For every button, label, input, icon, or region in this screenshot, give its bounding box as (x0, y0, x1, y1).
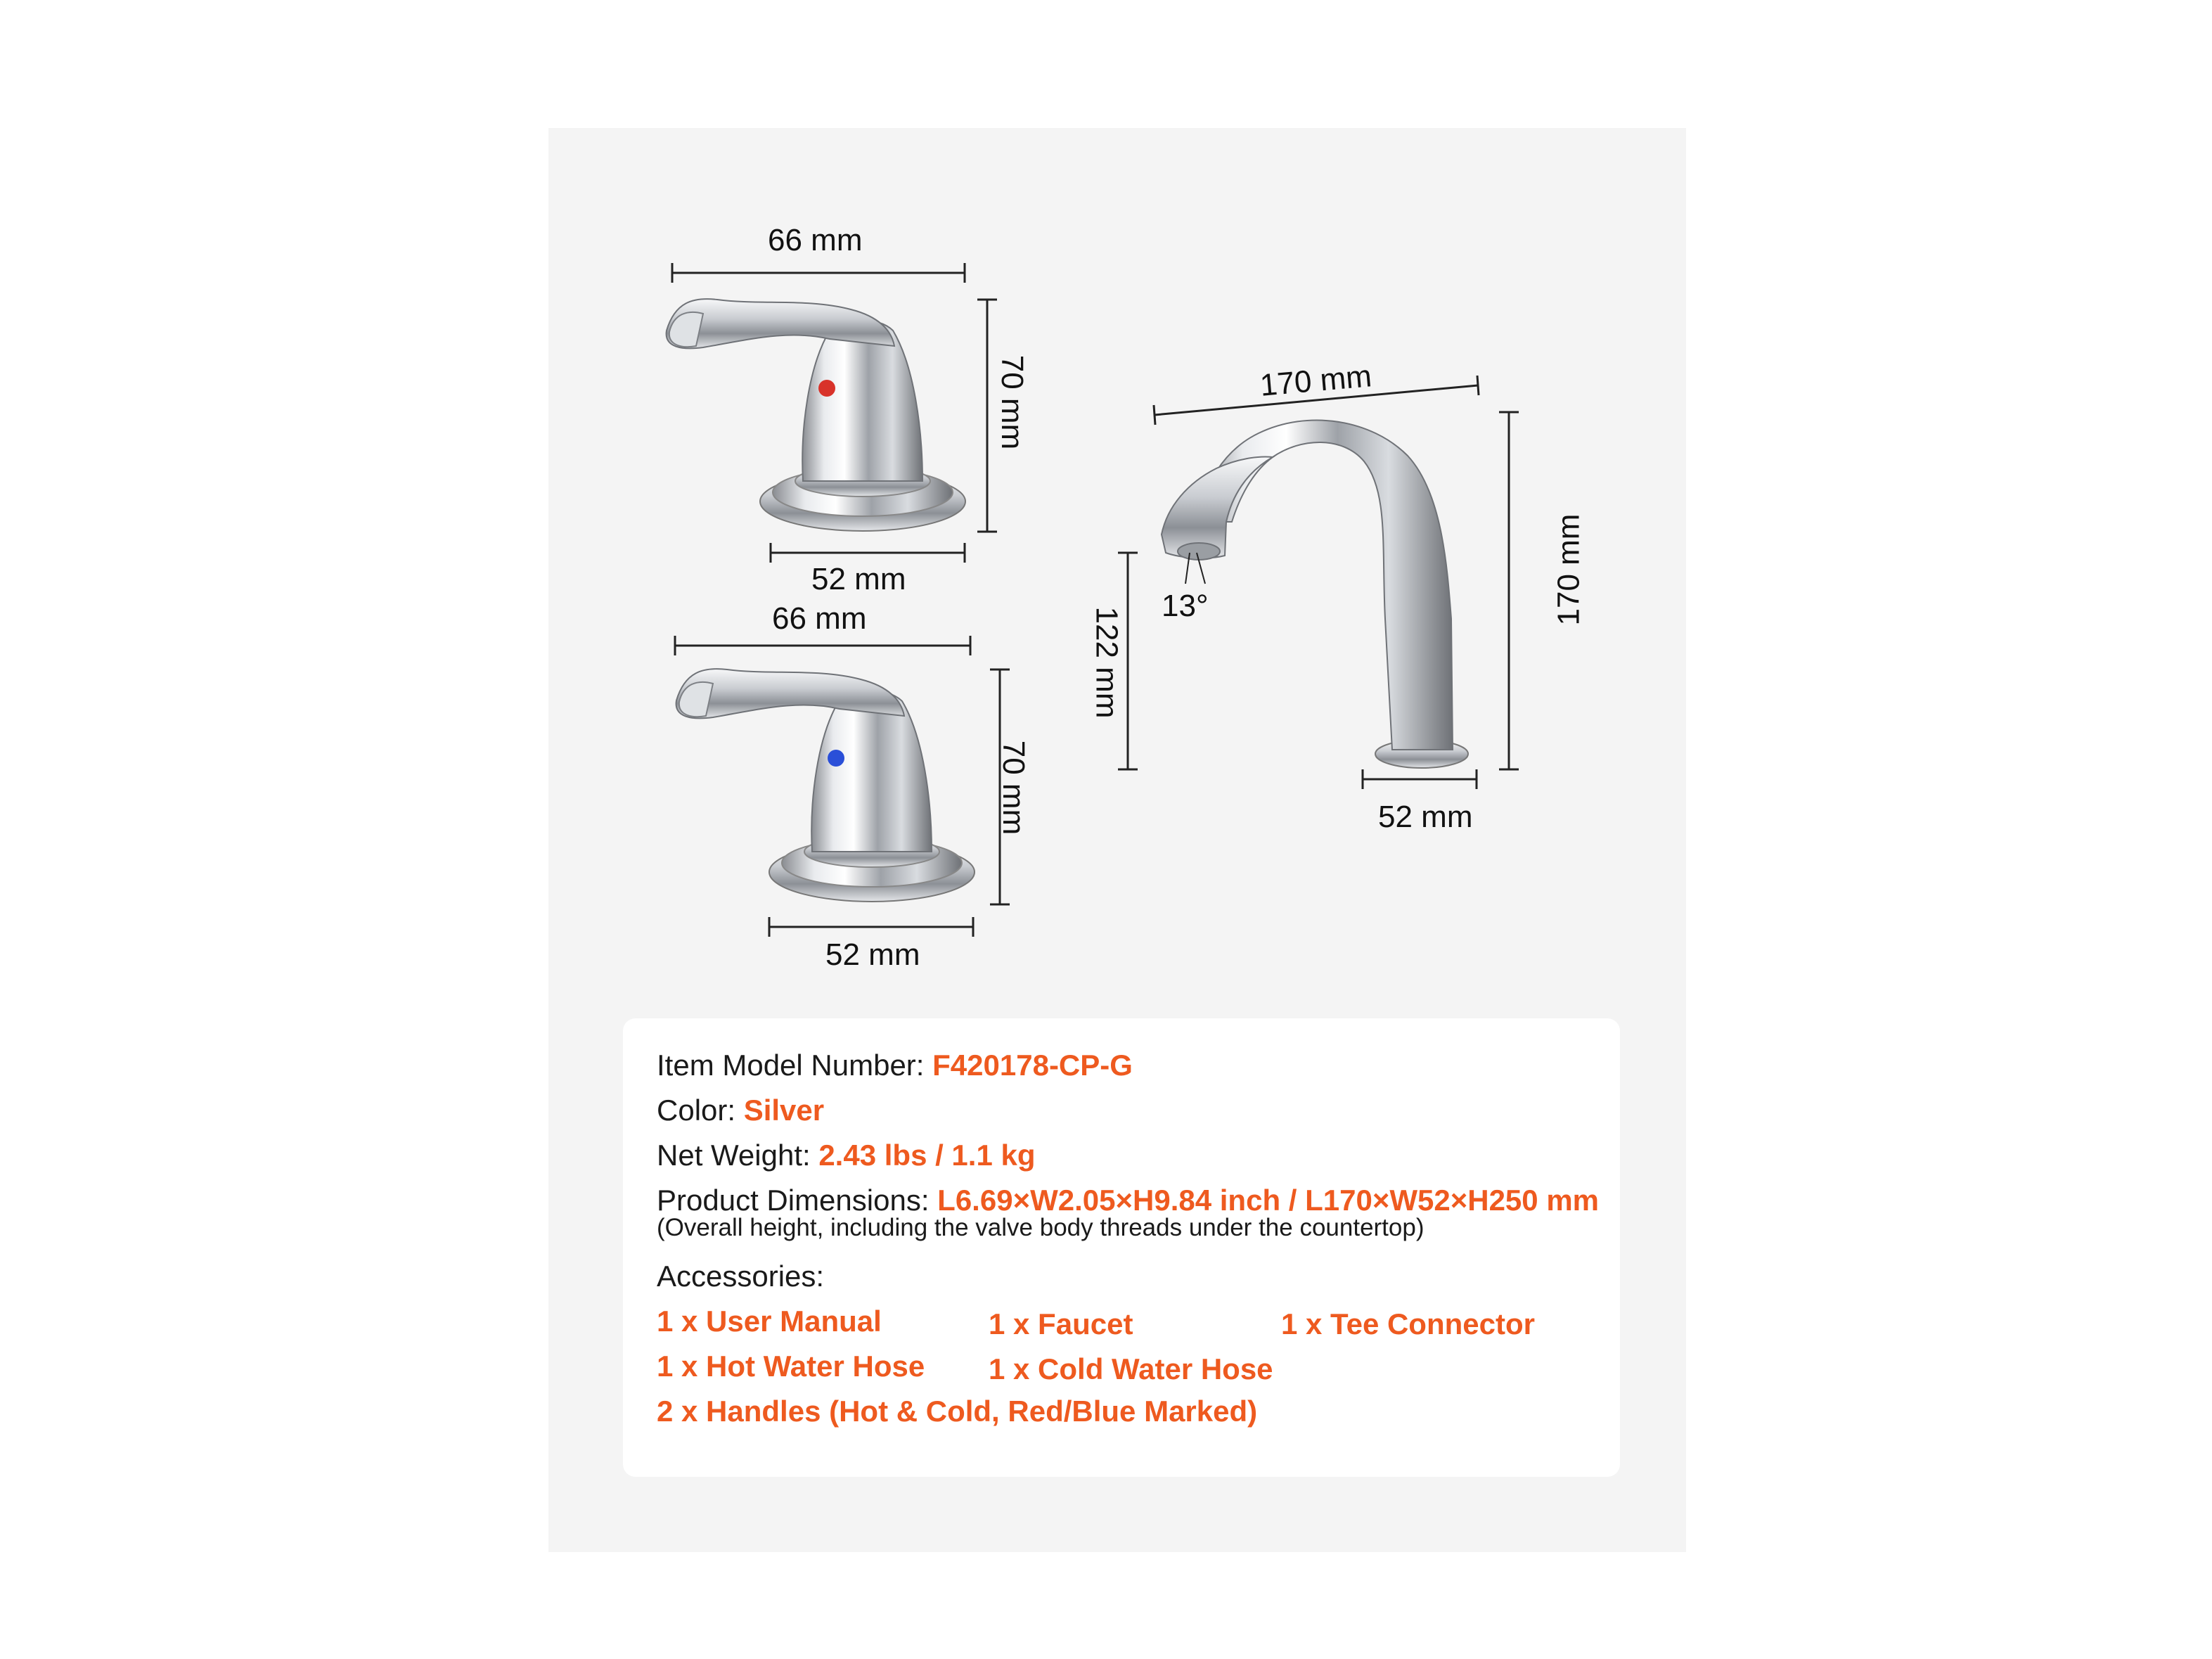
spout-height-label: 170 mm (1551, 513, 1586, 626)
product-dimensions-label: Product Dimensions: (657, 1184, 938, 1217)
product-dimensions-row (657, 1186, 1599, 1215)
cold-handle-height-label: 70 mm (996, 740, 1031, 835)
accessory-item: 1 x Tee Connector (1281, 1307, 1535, 1340)
cold-marker (828, 750, 844, 767)
cold-handle-width-label: 66 mm (772, 601, 867, 636)
color-label: Color: (657, 1094, 744, 1127)
accessory-item: 1 x Hot Water Hose (657, 1350, 925, 1383)
hot-handle-width-label: 66 mm (768, 223, 863, 257)
accessories-heading: Accessories: (657, 1260, 825, 1293)
net-weight-label: Net Weight: (657, 1139, 819, 1172)
model-number-value: F420178-CP-G (932, 1049, 1133, 1082)
model-number-row (657, 1051, 1133, 1080)
cold-handle-base-label: 52 mm (825, 937, 920, 972)
accessory-item: 1 x Faucet (989, 1307, 1133, 1340)
outlet-angle-label: 13° (1162, 589, 1209, 623)
product-dimensions-note: (Overall height, including the valve body threads under the countertop) (657, 1214, 1425, 1241)
outlet-height-label: 122 mm (1089, 606, 1124, 719)
net-weight-value: 2.43 lbs / 1.1 kg (818, 1139, 1036, 1172)
accessory-item: 1 x Cold Water Hose (989, 1352, 1273, 1385)
spout-base-label: 52 mm (1378, 800, 1473, 834)
accessory-item: 1 x User Manual (657, 1305, 882, 1338)
hot-marker (818, 380, 835, 397)
net-weight-row (657, 1141, 1036, 1170)
cold-handle (676, 669, 975, 902)
model-number-label: Item Model Number: (657, 1049, 933, 1082)
spout-reach-label: 170 mm (1259, 359, 1373, 403)
accessory-item: 2 x Handles (Hot & Cold, Red/Blue Marked) (657, 1395, 1258, 1428)
color-row (657, 1096, 824, 1125)
hot-handle-base-label: 52 mm (811, 562, 906, 596)
hot-handle-height-label: 70 mm (995, 354, 1030, 450)
color-value: Silver (743, 1094, 825, 1127)
hot-handle (667, 299, 965, 531)
product-dimensions-value: L6.69×W2.05×H9.84 inch / L170×W52×H250 mm (937, 1184, 1600, 1217)
